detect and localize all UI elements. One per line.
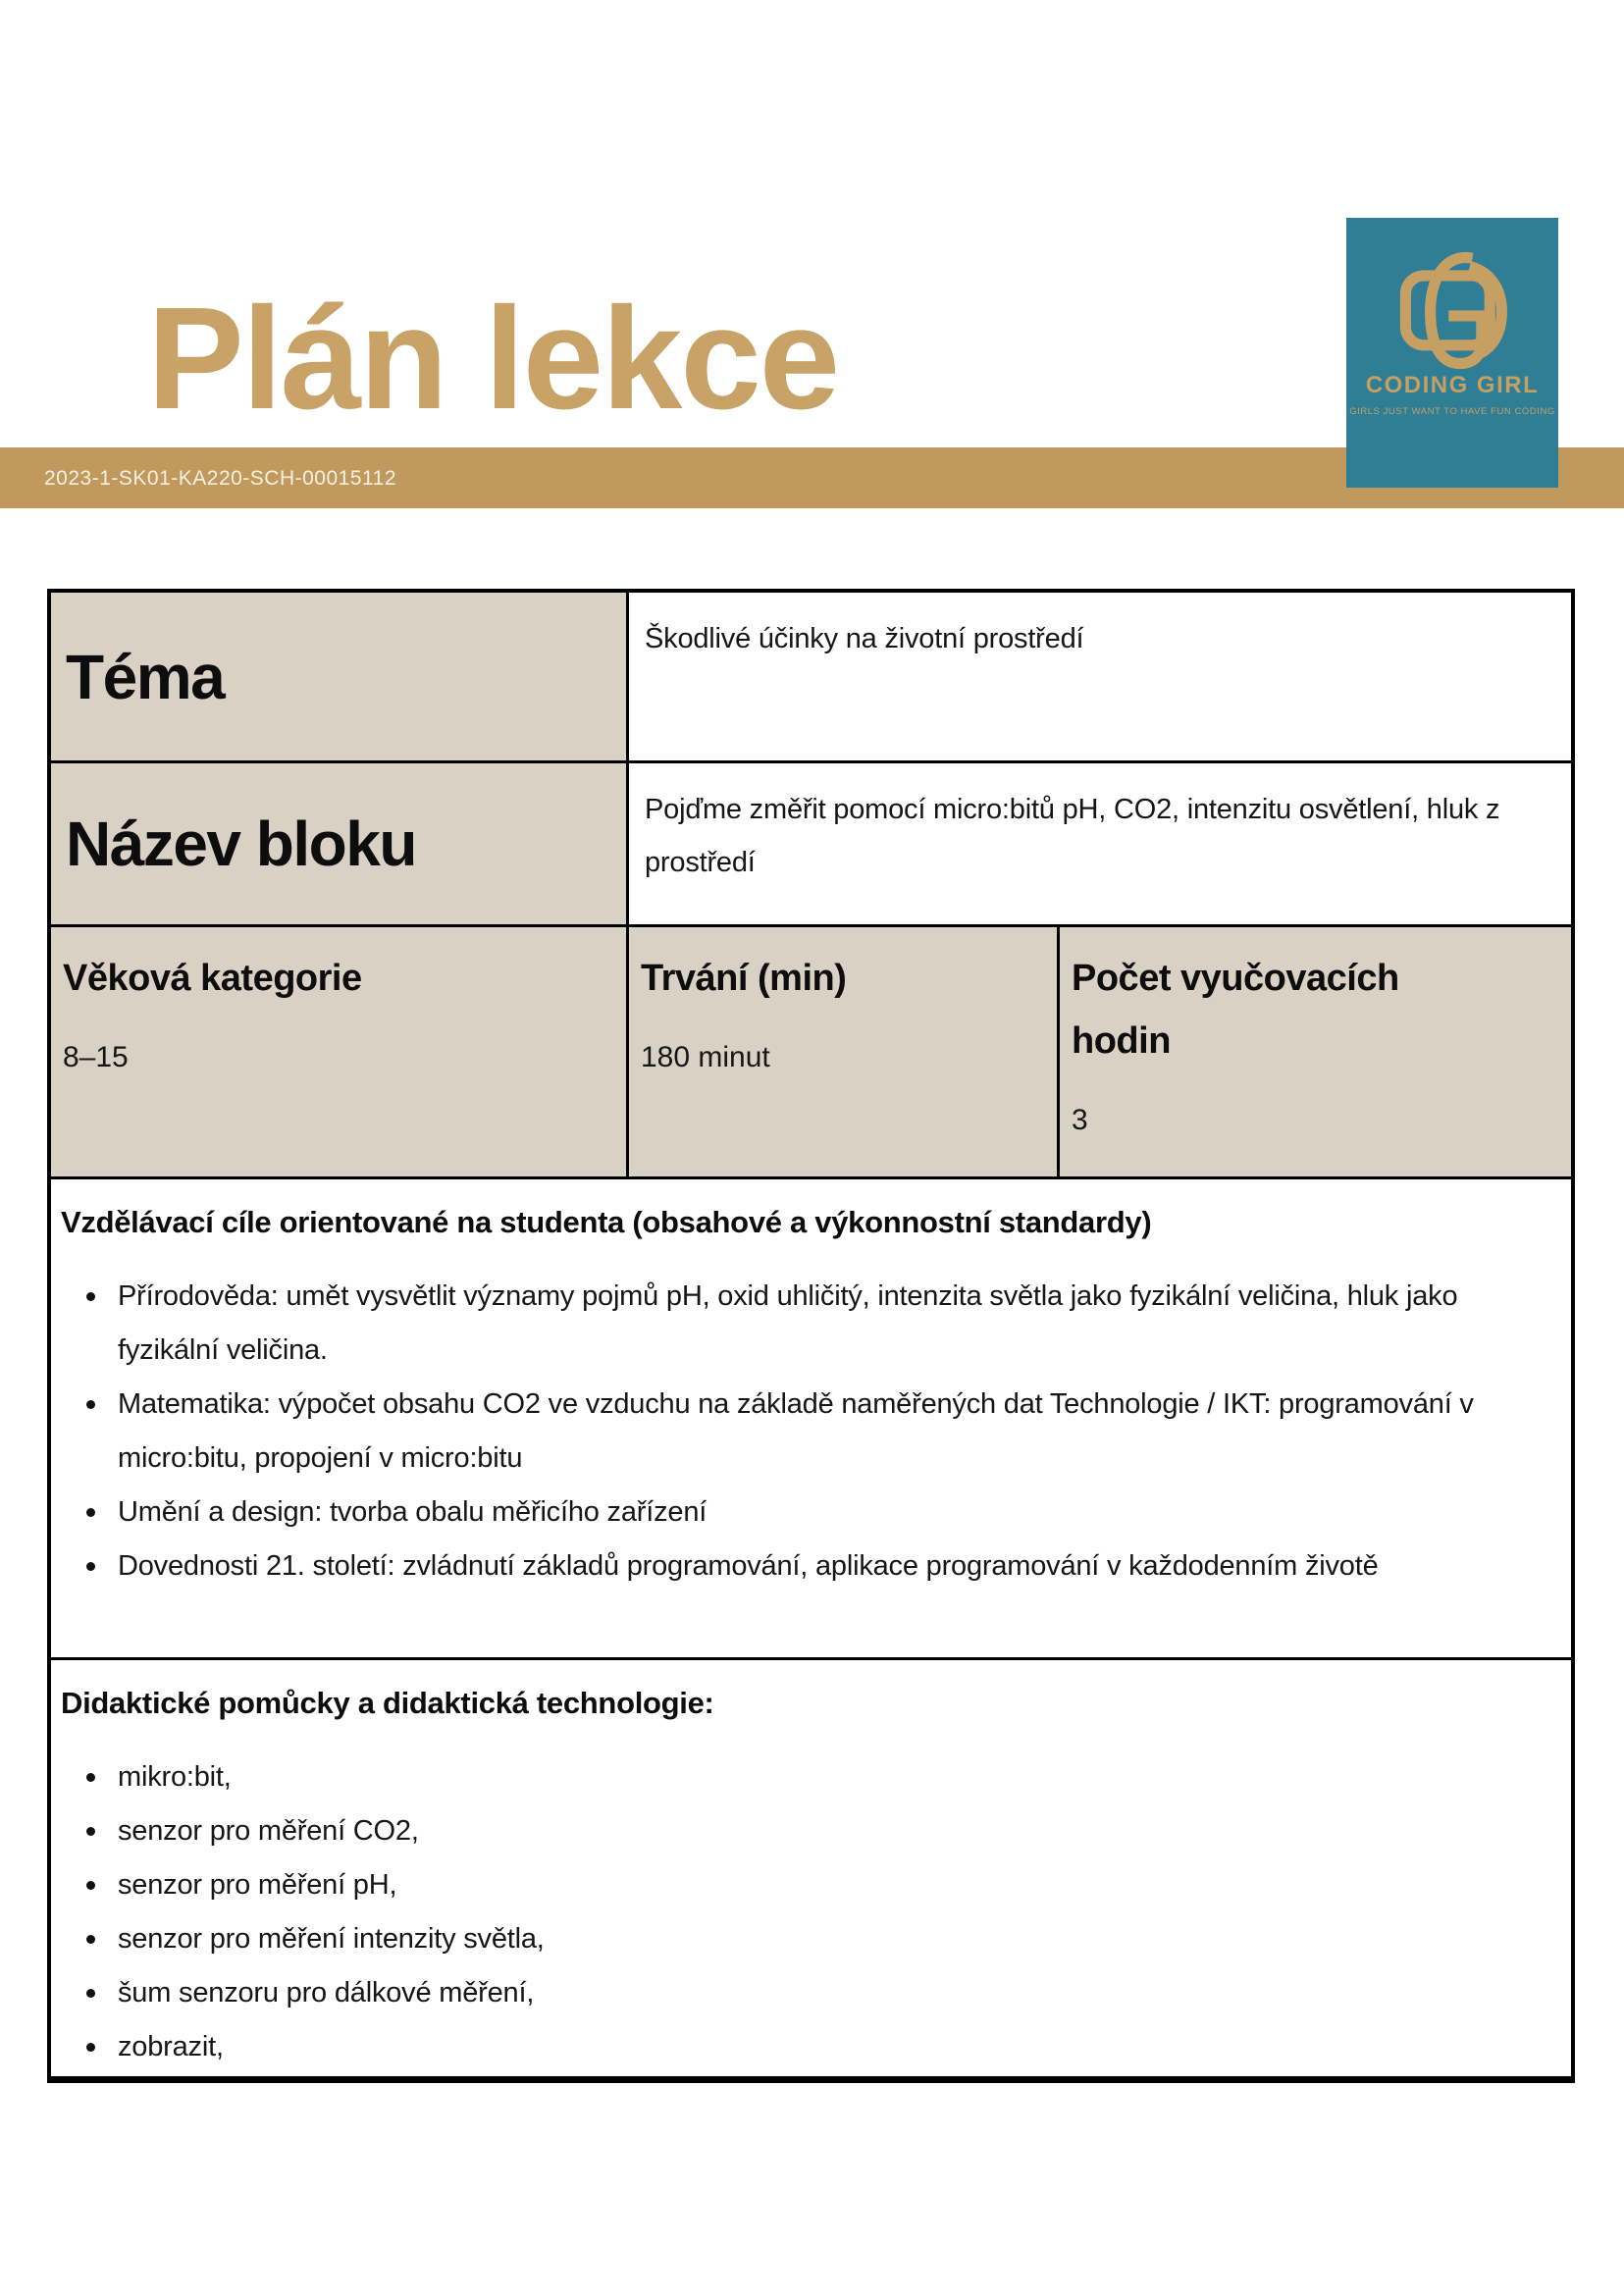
vekova-kategorie-cell [51,927,626,1176]
pocet-hodin-label: Počet vyučovacích hodin [1072,958,1399,1062]
page-title: Plán lekce [147,278,839,440]
table-row-parameters [51,924,1571,1176]
tema-value-cell [626,593,1571,760]
list-item: mikro:bit, [61,1750,1545,1804]
tools-list [61,1750,1545,2074]
tools-header: Didaktické pomůcky a didaktická technologie: [61,1686,714,1720]
list-item: Matematika: výpočet obsahu CO2 ve vzduchu na základě naměřených dat Technologie / IKT: programování v micro:bitu, propojení v micro:bitu [61,1378,1545,1486]
coding-girl-logo [1346,218,1558,488]
nazev-bloku-value-cell [626,763,1571,924]
trvani-cell [626,927,1057,1176]
tools-section [51,1660,1571,2076]
trvani-label: Trvání (min) [641,958,847,999]
tema-label: Téma [51,593,626,760]
list-item: šum senzoru pro dálkové měření, [61,1966,1545,2020]
goals-list [61,1270,1545,1593]
list-item: Dovednosti 21. století: zvládnutí základů programování, aplikace programování v každodenním životě [61,1539,1545,1593]
nazev-bloku-value: Pojďme změřit pomocí micro:bitů pH, CO2, intenzitu osvětlení, hluk z prostředí [645,794,1500,878]
table-row-tema [51,593,1571,760]
project-code: 2023-1-SK01-KA220-SCH-00015112 [44,467,396,490]
pocet-hodin-cell [1057,927,1571,1176]
table-row-goals [51,1176,1571,1657]
list-item: Umění a design: tvorba obalu měřicího zařízení [61,1486,1545,1539]
list-item: Přírodověda: umět vysvětlit významy pojmů pH, oxid uhličitý, intenzita světla jako fyzikální veličina, hluk jako fyzikální veličina. [61,1270,1545,1378]
tema-value: Škodlivé účinky na životní prostředí [645,623,1084,654]
vekova-kategorie-label: Věková kategorie [63,958,362,999]
logo-tagline-text: GIRLS JUST WANT TO HAVE FUN CODING [1349,406,1555,417]
list-item: zobrazit, [61,2020,1545,2074]
trvani-value: 180 minut [641,1041,770,1073]
table-row-tools [51,1657,1571,2076]
list-item: senzor pro měření CO2, [61,1804,1545,1858]
pocet-hodin-value: 3 [1072,1104,1088,1136]
lesson-info-table [47,589,1575,2083]
nazev-bloku-label: Název bloku [51,763,626,924]
goals-section [51,1179,1571,1657]
logo-brand-text: CODING GIRL [1365,372,1540,398]
list-item: senzor pro měření pH, [61,1858,1545,1912]
table-row-nazev-bloku [51,760,1571,924]
goals-header: Vzdělávací cíle orientované na studenta (obsahové a výkonnostní standardy) [61,1205,1152,1239]
cg-monogram-icon [1397,247,1507,370]
list-item: senzor pro měření intenzity světla, [61,1912,1545,1966]
vekova-kategorie-value: 8–15 [63,1041,129,1073]
